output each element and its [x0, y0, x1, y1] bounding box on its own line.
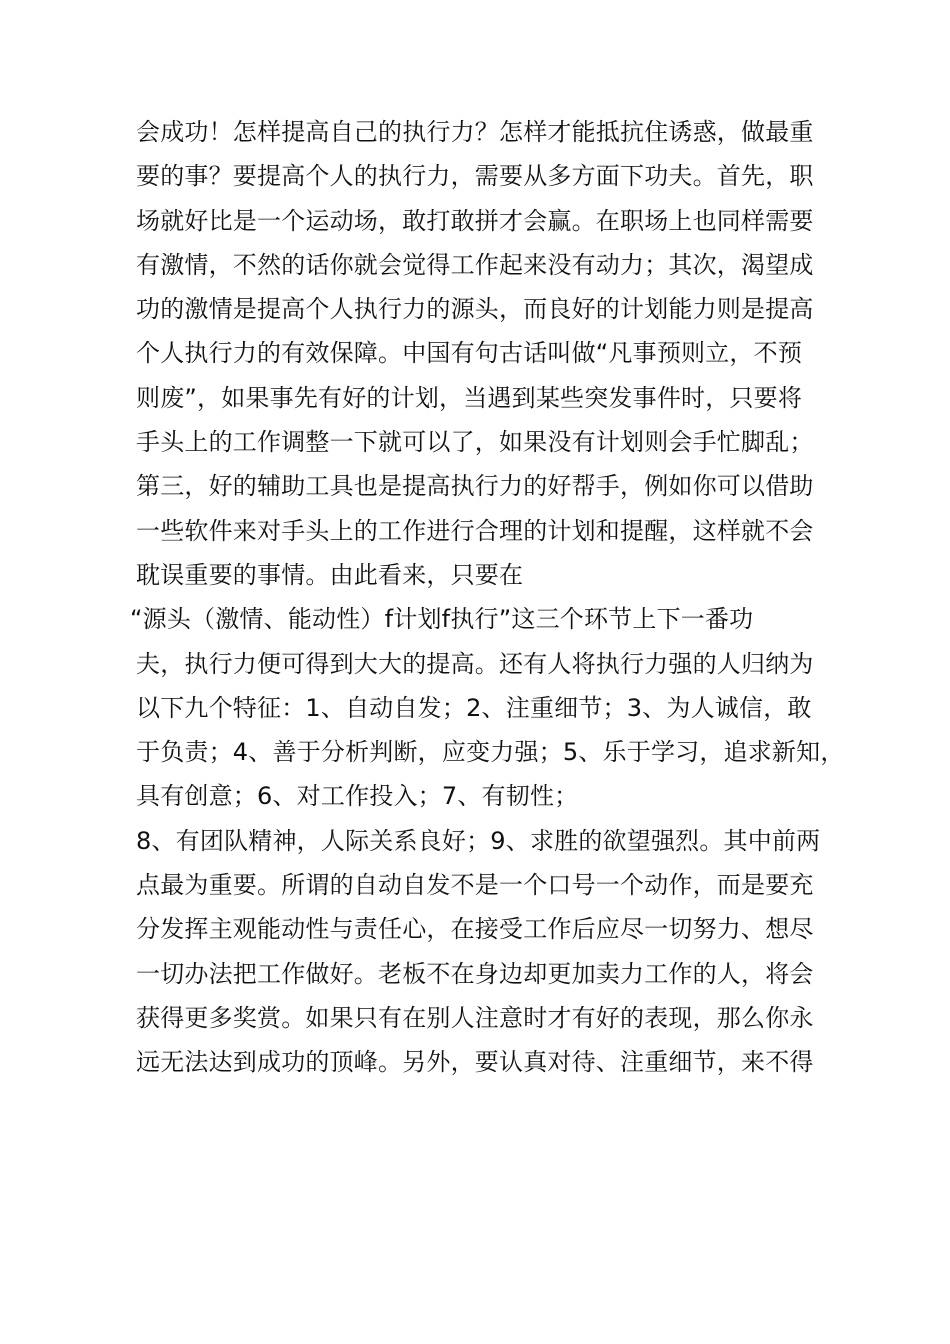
text-line-4: 有激情，不然的话你就会觉得工作起来没有动力；其次，渴望成	[136, 250, 814, 279]
body-text	[130, 110, 856, 1085]
text-line-1: 会成功！怎样提高自己的执行力？怎样才能抵抗住诱惑，做最重	[136, 118, 814, 146]
text-line-3: 场就好比是一个运动场，敢打敢拼才会赢。在职场上也同样需要	[136, 206, 814, 235]
text-line-14: 以下九个特征：1、自动自发；2、注重细节；3、为人诚信，敢	[136, 693, 812, 722]
text-line-17: 8、有团队精神，人际关系良好；9、求胜的欲望强烈。其中前两	[136, 826, 821, 855]
text-line-18: 点最为重要。所谓的自动自发不是一个口号一个动作，而是要充	[136, 871, 814, 900]
text-line-8: 手头上的工作调整一下就可以了，如果没有计划则会手忙脚乱；	[136, 428, 814, 457]
text-line-20: 一切办法把工作做好。老板不在身边却更加卖力工作的人，将会	[136, 959, 814, 988]
text-line-13: 夫，执行力便可得到大大的提高。还有人将执行力强的人归纳为	[136, 649, 814, 678]
text-line-9: 第三，好的辅助工具也是提高执行力的好帮手，例如你可以借助	[136, 472, 814, 501]
text-line-10: 一些软件来对手头上的工作进行合理的计划和提醒，这样就不会	[136, 516, 814, 545]
text-line-5: 功的激情是提高个人执行力的源头，而良好的计划能力则是提高	[136, 295, 814, 324]
text-line-7: 则废”，如果事先有好的计划，当遇到某些突发事件时，只要将	[136, 383, 803, 412]
text-line-15: 于负责；4、善于分析判断，应变力强；5、乐于学习，追求新知，	[136, 738, 845, 767]
text-line-19: 分发挥主观能动性与责任心，在接受工作后应尽一切努力、想尽	[136, 915, 814, 944]
text-line-16: 具有创意；6、对工作投入；7、有韧性；	[136, 782, 579, 811]
text-line-2: 要的事？要提高个人的执行力，需要从多方面下功夫。首先，职	[136, 162, 814, 191]
text-line-21: 获得更多奖赏。如果只有在别人注意时才有好的表现，那么你永	[136, 1003, 814, 1032]
text-line-12: “源头（激情、能动性）f计划f执行”这三个环节上下一番功	[130, 605, 754, 634]
text-line-6: 个人执行力的有效保障。中国有句古话叫做“凡事预则立，不预	[136, 339, 803, 368]
text-line-22: 远无法达到成功的顶峰。另外，要认真对待、注重细节，来不得	[136, 1048, 814, 1077]
text-line-11: 耽误重要的事情。由此看来，只要在	[136, 560, 524, 589]
